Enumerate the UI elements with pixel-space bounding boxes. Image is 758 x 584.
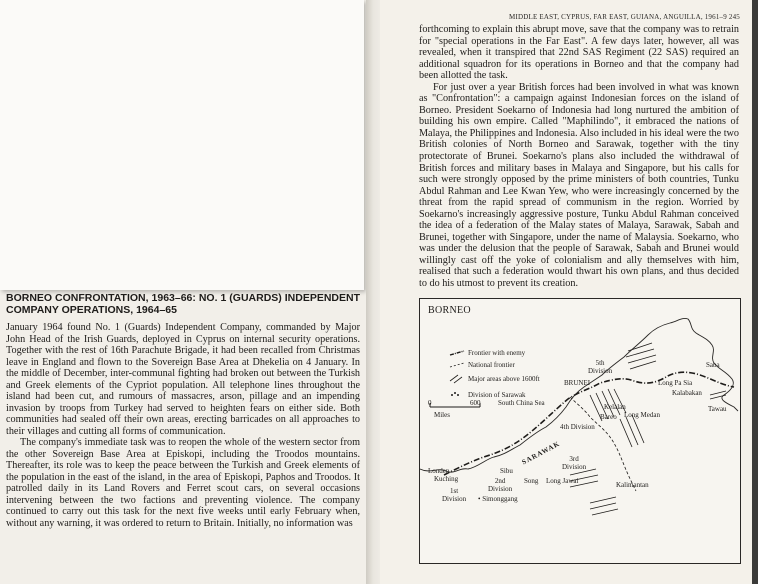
label-kalabakan: Kalabakan bbox=[672, 389, 702, 397]
section-heading: BORNEO CONFRONTATION, 1963–66: NO. 1 (GUARDS) INDEPENDENT COMPANY OPERATIONS, 1964–65 bbox=[6, 292, 360, 316]
legend-division: Division of Sarawak bbox=[468, 391, 526, 399]
right-paragraph-2: For just over a year British forces had been involved in what was known as "Confrontation": a campaign against Indonesian forces on the island of Borneo. President Soekarno of Indonesia had long nurtured the ambition of building his own empire. Called "Maphilindo", it embraced the nations of Malaya, the Philippines and Indonesia. Also included in his ideal were the two British colonies of North Borneo and Sarawak, together with the tiny protectorate of Brunei. Soekarno's plans also included the withdrawal of British forces and military bases in Malaya and Singapore, but his calls for such were strongly opposed by the prime ministers of both countries, Tunku Abdul Rahman and Lee Kwan Yew, who were increasingly concerned by the threat from the rapid spread of communism in the region. Worried by Soekarno's increasingly aggressive posture, Tunku Abdul Rahman conceived the idea of a federation of the Malay states of Malaya, Sarawak, Sabah and Brunei, together with Singapore, under the name of Malaysia. Soekarno, who was under the delusion that the people of Sarawak, Sabah and Brunei would willingly cast off the yoke of colonialism and ally themselves with him, realised that such a federation would thwart his own plans, and thus decided to do his utmost to prevent its creation. bbox=[419, 81, 739, 290]
scale-600: 600 bbox=[470, 399, 481, 407]
label-sibu: Sibu bbox=[500, 467, 513, 475]
label-song: Song bbox=[524, 477, 539, 485]
legend-frontier: Frontier with enemy bbox=[468, 349, 526, 357]
right-page-text bbox=[419, 24, 739, 290]
label-2nd-division: 2nd Division bbox=[488, 477, 513, 493]
borneo-map bbox=[419, 298, 741, 564]
label-5th-division: 5th Division bbox=[588, 359, 613, 375]
label-south-china-sea: South China Sea bbox=[498, 399, 545, 407]
scale-zero: 0 bbox=[428, 399, 432, 407]
right-paragraph-1: forthcoming to explain this abrupt move, save that the company was to retrain for "special operations in the Far East". A few days later, however, all was revealed, when it transpired that 22nd SAS Regiment (22 SAS) required an additional squadron for its operations in Borneo and that the company had been allotted the task. bbox=[419, 24, 739, 82]
map-drawing bbox=[420, 299, 740, 563]
running-head: MIDDLE EAST, CYPRUS, FAR EAST, GUIANA, ANGUILLA, 1961–9 245 bbox=[509, 13, 740, 21]
label-3rd-division: 3rd Division bbox=[562, 455, 587, 471]
label-long-medan: Long Medan bbox=[624, 411, 660, 419]
left-paragraph-1: January 1964 found No. 1 (Guards) Independent Company, commanded by Major John Head of the Irish Guards, deployed in Cyprus on internal security operations. Together with the rest of 16th Parachute Brigade, it had been recalled from Christmas leave in England and flown to the Sovereign Base Area at Dhekelia on 4 January. In the middle of December, inter-communal fighting had broken out between the Turkish and Greek elements of the Cypriot population. All telephone lines throughout the island had been cut, and rumours of massacres, arson, pillage and an impending invasion by troops from Turkey had served to heighten fears on either side. Both communities had sealed off their own areas, erecting barricades on all approaches to their villages and cutting all forms of communication. bbox=[6, 322, 360, 437]
label-kalimantan: Kalimantan bbox=[616, 481, 649, 489]
label-londen: Londen bbox=[428, 467, 450, 475]
scale-unit: Miles bbox=[434, 411, 450, 419]
blank-overlay-sheet bbox=[0, 0, 364, 290]
left-paragraph-2: The company's immediate task was to reopen the whole of the western sector from the other Sovereign Base Area at Episkopi, including the Troodos mountains. Thereafter, its role was to keep the peace between the Turkish and Greek elements of the population in the east of the island, in the area of Episkopi, Paphos and Troodos. It patrolled daily in its Land Rovers and Ferret scout cars, on several occasions intervening between the two factions and preventing violence. The company continued to carry out this task for the next five weeks until early February when, without any warning, it was ordered to return to Britain. Initially, no information was bbox=[6, 437, 360, 529]
label-tawau: Tawau bbox=[708, 405, 727, 413]
label-long-jawai: Long Jawai bbox=[546, 477, 579, 485]
label-bareo: Bareo bbox=[600, 413, 617, 421]
left-page-text bbox=[6, 293, 360, 529]
label-brunei: BRUNEI bbox=[564, 379, 591, 387]
label-kelalan: Kelalan bbox=[604, 403, 626, 411]
label-4th-division: 4th Division bbox=[560, 423, 595, 431]
label-sarawak: SARAWAK bbox=[520, 439, 562, 467]
label-simonggang: • Simonggang bbox=[478, 495, 518, 503]
legend-major-areas: Major areas above 1600ft bbox=[468, 375, 540, 383]
label-long-pa-sia: Long Pa Sia bbox=[658, 379, 693, 387]
label-saba: Saba bbox=[706, 361, 720, 369]
label-kuching: Kuching bbox=[434, 475, 459, 483]
label-1st-division: 1st Division bbox=[442, 487, 467, 503]
map-title: BORNEO bbox=[428, 305, 471, 316]
legend-national: National frontier bbox=[468, 361, 515, 369]
